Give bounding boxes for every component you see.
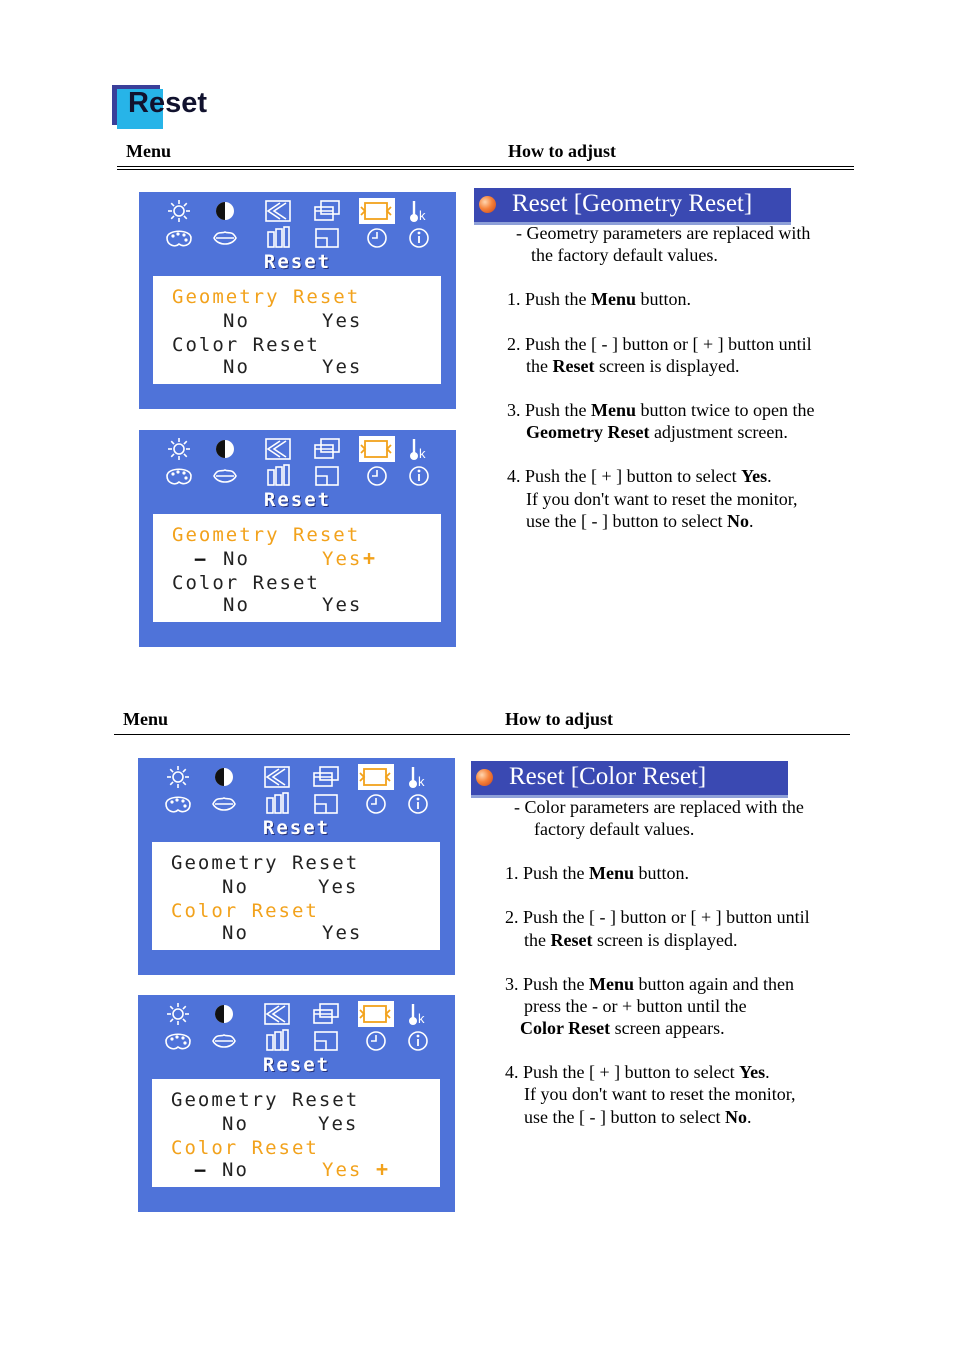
contrast-icon bbox=[215, 768, 233, 786]
header-rule bbox=[117, 169, 854, 170]
color-yes-option: Yes bbox=[322, 594, 363, 616]
information-icon bbox=[409, 795, 427, 813]
section-heading-text: Reset [Color Reset] bbox=[509, 763, 707, 790]
geometry-yes-option: Yes bbox=[318, 1113, 359, 1135]
geometry-no-option: No bbox=[222, 1113, 249, 1135]
geometry-yes-option: Yes bbox=[322, 310, 363, 332]
reset-icon bbox=[358, 764, 394, 790]
color-palette-icon bbox=[167, 469, 191, 484]
window-icon bbox=[315, 1032, 337, 1050]
clock-icon bbox=[367, 1032, 385, 1050]
page-title-text: Reset bbox=[128, 87, 207, 119]
menu-column-header: Menu bbox=[123, 709, 168, 729]
osd-reset-menu bbox=[138, 758, 455, 975]
color-reset-label: Color Reset bbox=[171, 900, 319, 922]
color-no-option: No bbox=[223, 594, 250, 616]
color-no-option: No bbox=[222, 922, 249, 944]
plus-icon: + bbox=[376, 1157, 389, 1181]
clock-icon bbox=[368, 467, 386, 485]
lips-icon bbox=[214, 232, 236, 244]
window-icon bbox=[316, 467, 338, 485]
step-line: Color Reset screen appears. bbox=[520, 1018, 725, 1038]
size-icon bbox=[314, 767, 338, 786]
clock-icon bbox=[367, 795, 385, 813]
svg-text:k: k bbox=[419, 208, 426, 223]
step-line: If you don't want to reset the monitor, bbox=[524, 1084, 796, 1104]
osd-title: Reset bbox=[263, 489, 332, 511]
size-icon bbox=[315, 201, 339, 220]
geometry-reset-label: Geometry Reset bbox=[171, 1089, 360, 1111]
bold-term: Yes bbox=[739, 1062, 766, 1082]
svg-text:k: k bbox=[418, 774, 425, 789]
osd-panel bbox=[152, 842, 440, 950]
color-temperature-icon bbox=[410, 439, 426, 461]
how-to-adjust-column-header: How to adjust bbox=[508, 141, 617, 161]
description-line: - Geometry parameters are replaced with bbox=[516, 223, 811, 243]
section-heading-geometry-reset bbox=[474, 188, 791, 222]
step-line: 1. Push the Menu button. bbox=[507, 289, 692, 309]
svg-text:k: k bbox=[419, 446, 426, 461]
linearity-icon bbox=[268, 465, 289, 485]
bold-term: No bbox=[726, 511, 749, 531]
color-yes-option: Yes bbox=[322, 922, 363, 944]
color-reset-label: Color Reset bbox=[172, 334, 320, 356]
osd-panel bbox=[153, 514, 441, 622]
linearity-icon bbox=[268, 227, 289, 247]
geometry-no-option: No bbox=[222, 876, 249, 898]
linearity-icon bbox=[267, 1030, 288, 1050]
osd-reset-menu bbox=[139, 192, 456, 409]
clock-icon bbox=[368, 229, 386, 247]
step-line: press the - or + button until the bbox=[524, 996, 747, 1016]
lips-icon bbox=[214, 470, 236, 482]
step-line: If you don't want to reset the monitor, bbox=[526, 489, 798, 509]
position-icon bbox=[265, 767, 289, 787]
brightness-icon bbox=[168, 200, 190, 222]
geometry-no-option: No bbox=[223, 310, 250, 332]
color-reset-label: Color Reset bbox=[171, 1137, 319, 1159]
color-palette-icon bbox=[166, 1034, 190, 1049]
geometry-reset-label: Geometry Reset bbox=[171, 852, 360, 874]
lips-icon bbox=[213, 798, 235, 810]
color-no-option: No bbox=[222, 1159, 249, 1181]
step-line: use the [ - ] button to select No. bbox=[524, 1107, 752, 1127]
header-rule bbox=[117, 166, 854, 167]
color-yes-option: Yes bbox=[322, 356, 363, 378]
bold-term: Geometry Reset bbox=[526, 422, 650, 442]
osd-title: Reset bbox=[262, 1054, 331, 1076]
bold-term: Menu bbox=[589, 863, 635, 883]
section-heading-text: Reset [Geometry Reset] bbox=[512, 190, 753, 217]
contrast-icon bbox=[216, 440, 234, 458]
brightness-icon bbox=[167, 1003, 189, 1025]
step-line: 3. Push the Menu button again and then bbox=[505, 974, 794, 994]
position-icon bbox=[265, 1004, 289, 1024]
lips-icon bbox=[213, 1035, 235, 1047]
menu-column-header: Menu bbox=[126, 141, 171, 161]
position-icon bbox=[266, 439, 290, 459]
bullet-icon bbox=[479, 196, 496, 213]
bold-term: Menu bbox=[591, 400, 637, 420]
geometry-reset-label: Geometry Reset bbox=[172, 286, 361, 308]
brightness-icon bbox=[168, 438, 190, 460]
information-icon bbox=[410, 229, 428, 247]
bold-term: Yes bbox=[741, 466, 768, 486]
color-temperature-icon bbox=[409, 767, 425, 789]
osd-panel bbox=[152, 1079, 440, 1187]
step-line: 1. Push the Menu button. bbox=[505, 863, 690, 883]
contrast-icon bbox=[215, 1005, 233, 1023]
bold-term: Menu bbox=[589, 974, 635, 994]
color-reset-label: Color Reset bbox=[172, 572, 320, 594]
color-temperature-icon bbox=[409, 1004, 425, 1026]
step-line: the Reset screen is displayed. bbox=[524, 930, 738, 950]
size-icon bbox=[315, 439, 339, 458]
svg-text:k: k bbox=[418, 1011, 425, 1026]
window-icon bbox=[316, 229, 338, 247]
osd-reset-menu bbox=[139, 430, 456, 647]
step-line: 2. Push the [ - ] button or [ + ] button until bbox=[505, 907, 810, 927]
step-line: 4. Push the [ + ] button to select Yes. bbox=[507, 466, 772, 486]
description-line: - Color parameters are replaced with the bbox=[514, 797, 804, 817]
description-line: the factory default values. bbox=[531, 245, 718, 265]
bold-term: Reset bbox=[552, 356, 595, 376]
description-line: factory default values. bbox=[534, 819, 695, 839]
osd-title: Reset bbox=[262, 817, 331, 839]
contrast-icon bbox=[216, 202, 234, 220]
color-no-option: No bbox=[223, 356, 250, 378]
size-icon bbox=[314, 1004, 338, 1023]
information-icon bbox=[409, 1032, 427, 1050]
osd-panel bbox=[153, 276, 441, 384]
linearity-icon bbox=[267, 793, 288, 813]
color-yes-option: Yes bbox=[322, 1159, 363, 1181]
osd-reset-menu bbox=[138, 995, 455, 1212]
step-line: 4. Push the [ + ] button to select Yes. bbox=[505, 1062, 770, 1082]
bold-term: Color Reset bbox=[520, 1018, 611, 1038]
geometry-no-option: No bbox=[223, 548, 250, 570]
minus-icon: − bbox=[194, 1158, 207, 1182]
bullet-icon bbox=[476, 769, 493, 786]
geometry-yes-option: Yes bbox=[322, 548, 363, 570]
plus-icon: + bbox=[363, 546, 376, 570]
osd-title: Reset bbox=[263, 251, 332, 273]
color-palette-icon bbox=[167, 231, 191, 246]
minus-icon: − bbox=[194, 547, 207, 571]
how-to-adjust-column-header: How to adjust bbox=[505, 709, 614, 729]
geometry-yes-option: Yes bbox=[318, 876, 359, 898]
step-line: the Reset screen is displayed. bbox=[526, 356, 740, 376]
step-line: 2. Push the [ - ] button or [ + ] button until bbox=[507, 334, 812, 354]
header-rule bbox=[114, 734, 850, 735]
bold-term: No bbox=[724, 1107, 747, 1127]
step-line: 3. Push the Menu button twice to open the bbox=[507, 400, 815, 420]
step-line: use the [ - ] button to select No. bbox=[526, 511, 754, 531]
reset-icon bbox=[359, 198, 395, 224]
position-icon bbox=[266, 201, 290, 221]
color-temperature-icon bbox=[410, 201, 426, 223]
color-palette-icon bbox=[166, 797, 190, 812]
step-line: Geometry Reset adjustment screen. bbox=[526, 422, 788, 442]
section-heading-color-reset bbox=[471, 761, 788, 795]
bold-term: Reset bbox=[550, 930, 593, 950]
reset-icon bbox=[358, 1001, 394, 1027]
page-title bbox=[112, 85, 272, 133]
bold-term: Menu bbox=[591, 289, 637, 309]
window-icon bbox=[315, 795, 337, 813]
geometry-reset-label: Geometry Reset bbox=[172, 524, 361, 546]
reset-icon bbox=[359, 436, 395, 462]
information-icon bbox=[410, 467, 428, 485]
brightness-icon bbox=[167, 766, 189, 788]
